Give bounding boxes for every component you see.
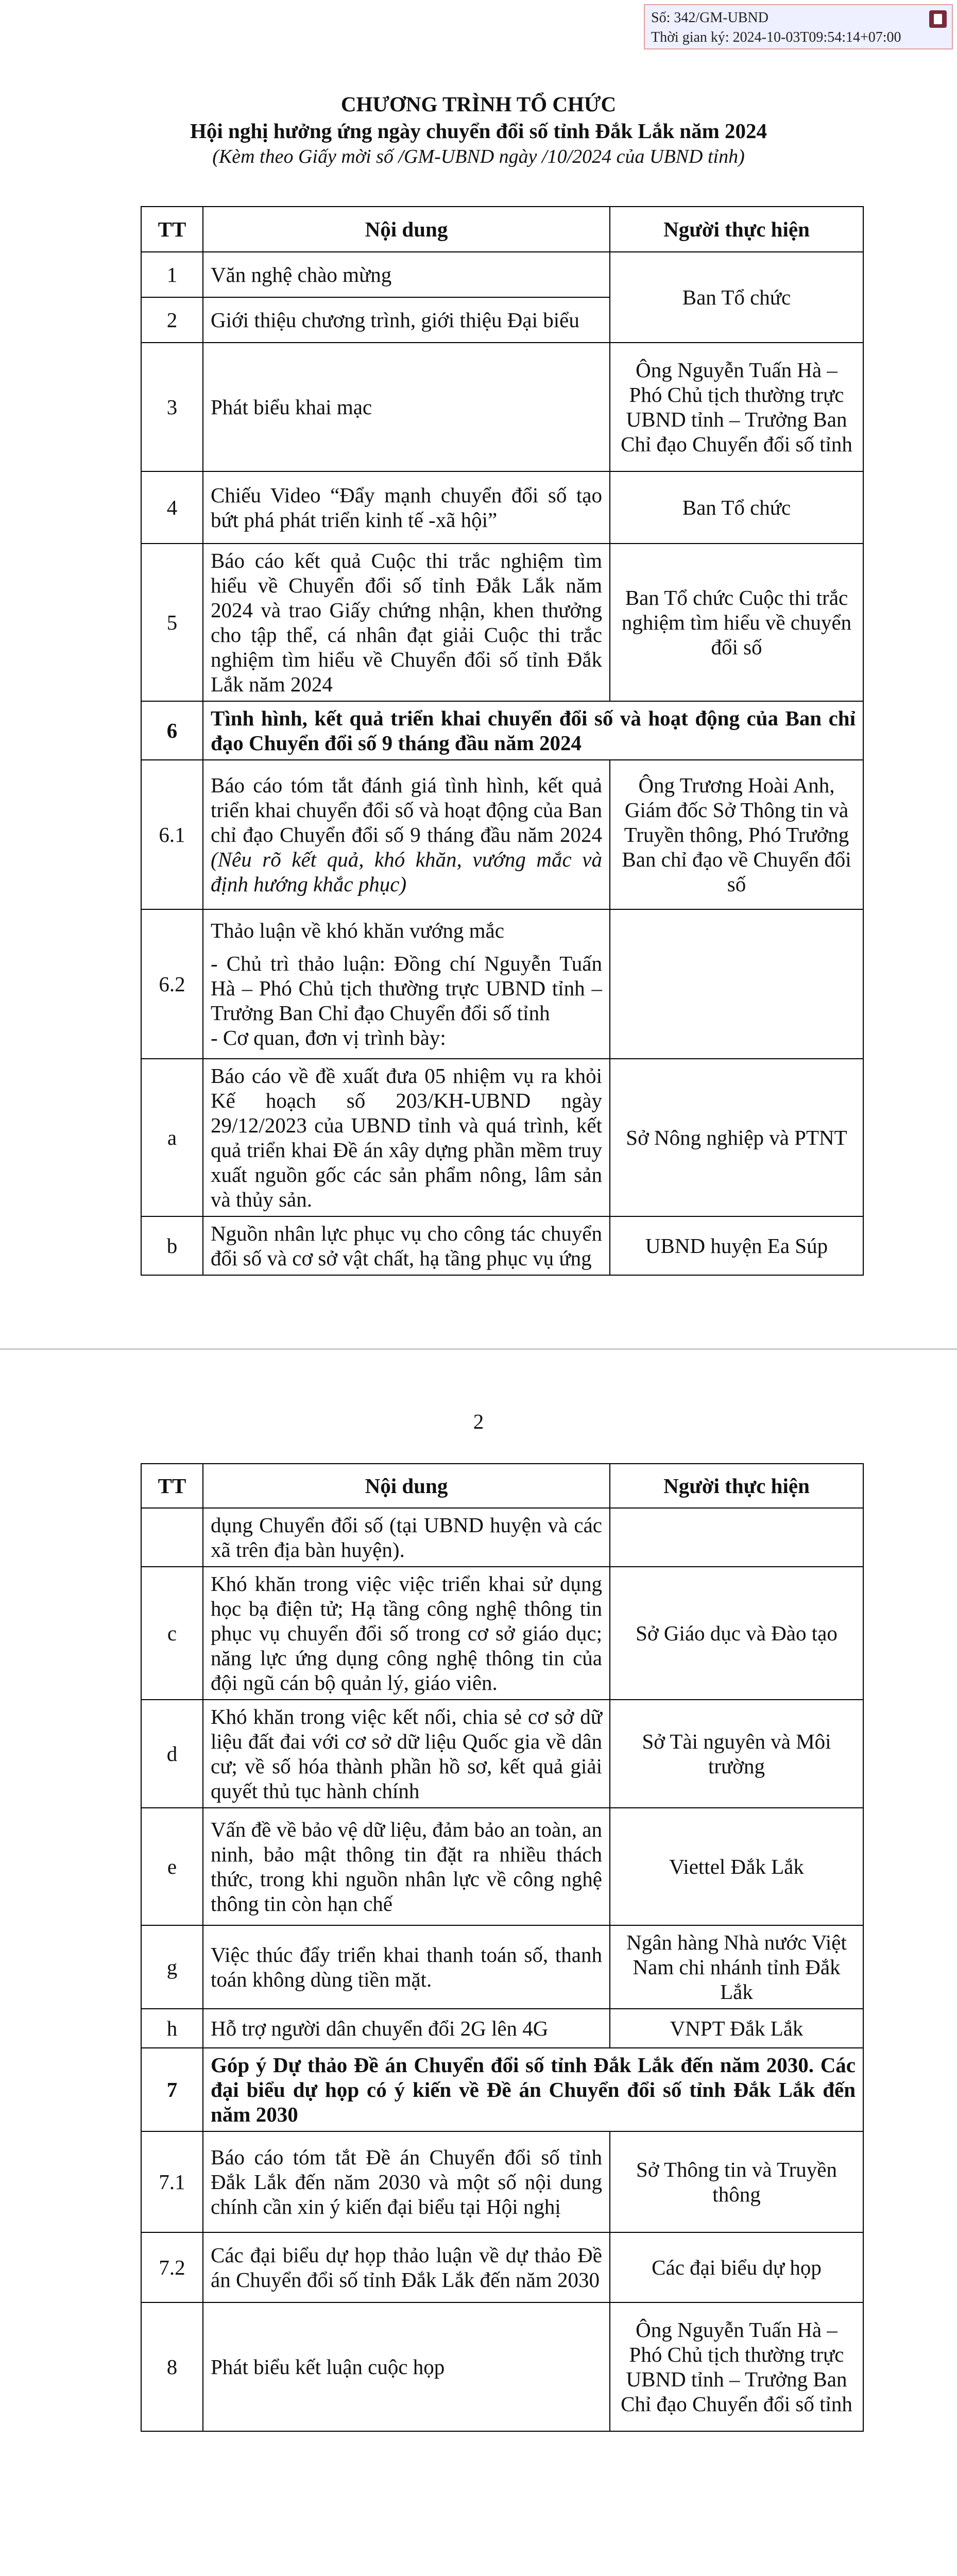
row-content: Việc thúc đẩy triển khai thanh toán số, thanh toán không dùng tiền mặt. [203,1925,610,2009]
table-row [141,1567,863,1700]
row-content: Báo cáo về đề xuất đưa 05 nhiệm vụ ra khỏi Kế hoạch số 203/KH-UBND ngày 29/12/2023 của UBND tỉnh và quá trình, kết quả triển khai Đề án xây dựng phần mềm truy xuất nguồn gốc các sản phẩm nông, lâm sản và thủy sản. [203,1059,610,1216]
row-performer: Ban Tổ chức [610,252,863,343]
header-tt: TT [141,207,203,252]
row-content: Phát biểu khai mạc [203,343,610,471]
row-tt [141,1508,203,1567]
row-content: Các đại biểu dự họp thảo luận về dự thảo Đề án Chuyển đổi số tỉnh Đắk Lắk đến năm 2030 [203,2232,610,2302]
row-content-italic: (Nêu rõ kết quả, khó khăn, vướng mắc và định hướng khắc phục) [211,848,602,896]
row-performer: Ban Tổ chức Cuộc thi trắc nghiệm tìm hiểu về chuyển đổi số [610,544,863,701]
row-tt: 7.1 [141,2131,203,2232]
table-row [141,471,863,544]
table-row [141,1808,863,1925]
row-tt: 2 [141,297,203,343]
row-performer: Sở Nông nghiệp và PTNT [610,1059,863,1216]
row-tt: 4 [141,471,203,544]
table-row [141,2009,863,2048]
row-tt: c [141,1567,203,1700]
row-content: Hỗ trợ người dân chuyển đổi 2G lên 4G [203,2009,610,2048]
row-content: Khó khăn trong việc kết nối, chia sẻ cơ sở dữ liệu đất đai với cơ sở dữ liệu Quốc gia về dân cư; về số hóa thành phần hồ sơ, kết quả giải quyết thủ tục hành chính [203,1700,610,1808]
document-subtitle: Hội nghị hưởng ứng ngày chuyển đổi số tỉnh Đắk Lắk năm 2024 [190,119,767,143]
row-performer: Ban Tổ chức [610,471,863,544]
stamp-time: Thời gian ký: 2024-10-03T09:54:14+07:00 [651,29,901,45]
row-content-line: - Cơ quan, đơn vị trình bày: [211,1026,446,1049]
table-row [141,909,863,1059]
program-table-continued [141,1463,864,2432]
document-note: (Kèm theo Giấy mời số /GM-UBND ngày /10/2024 của UBND tỉnh) [212,146,745,167]
row-content [203,909,610,1059]
table-row [141,2131,863,2232]
table-row [141,1700,863,1808]
row-tt: 8 [141,2302,203,2431]
table-row [141,343,863,471]
row-content [203,760,610,909]
row-performer: Sở Giáo dục và Đào tạo [610,1567,863,1700]
row-performer [610,1508,863,1567]
row-tt: 1 [141,252,203,297]
row-tt: d [141,1700,203,1808]
table-row [141,1059,863,1216]
row-performer: Ông Trương Hoài Anh, Giám đốc Sở Thông tin và Truyền thông, Phó Trưởng Ban chỉ đạo về Chuyển đổi số [610,760,863,909]
row-content: Văn nghệ chào mừng [203,252,610,297]
table-row [141,252,863,297]
stamp-number: Số: 342/GM-UBND [651,10,768,26]
row-tt: 7.2 [141,2232,203,2302]
row-content: Vấn đề về bảo vệ dữ liệu, đảm bảo an toàn, an ninh, bảo mật thông tin đặt ra nhiều thách thức, trong khi nguồn nhân lực về công nghệ thông tin còn hạn chế [203,1808,610,1925]
row-tt: 6.2 [141,909,203,1059]
table-section-row [141,2048,863,2131]
table-section-row [141,701,863,760]
row-content: Góp ý Dự thảo Đề án Chuyển đổi số tỉnh Đắk Lắk đến năm 2030. Các đại biểu dự họp có ý kiến về Đề án Chuyển đổi số tỉnh Đắk Lắk đến năm 2030 [203,2048,863,2131]
header-performer: Người thực hiện [610,1464,863,1508]
row-content: dụng Chuyển đổi số (tại UBND huyện và các xã trên địa bàn huyện). [203,1508,610,1567]
row-tt: 7 [141,2048,203,2131]
table-row [141,1508,863,1567]
table-row [141,760,863,909]
table-row [141,1216,863,1275]
row-content-line: - Chủ trì thảo luận: Đồng chí Nguyễn Tuấn Hà – Phó Chủ tịch thường trực UBND tỉnh – Trưởng Ban Chỉ đạo Chuyển đổi số tỉnh [211,952,602,1025]
row-content: Chiếu Video “Đẩy mạnh chuyển đổi số tạo bứt phá phát triển kinh tế -xã hội” [203,471,610,544]
row-content-text: Báo cáo tóm tắt đánh giá tình hình, kết quả triển khai chuyển đổi số và hoạt động của Ban chỉ đạo Chuyển đổi số 9 tháng đầu năm 2024 [211,773,602,846]
row-performer: Ông Nguyễn Tuấn Hà – Phó Chủ tịch thường trực UBND tỉnh – Trưởng Ban Chỉ đạo Chuyển đổi số tỉnh [610,2302,863,2431]
row-performer: VNPT Đắk Lắk [610,2009,863,2048]
table-row [141,2302,863,2431]
document-title: CHƯƠNG TRÌNH TỔ CHỨC [340,92,617,116]
header-tt: TT [141,1464,203,1508]
row-content: Tình hình, kết quả triển khai chuyển đổi số và hoạt động của Ban chỉ đạo Chuyển đổi số 9 tháng đầu năm 2024 [203,701,863,760]
row-performer: UBND huyện Ea Súp [610,1216,863,1275]
row-content: Báo cáo tóm tắt Đề án Chuyển đổi số tỉnh Đắk Lắk đến năm 2030 và một số nội dung chính cần xin ý kiến đại biểu tại Hội nghị [203,2131,610,2232]
row-performer: Sở Tài nguyên và Môi trường [610,1700,863,1808]
row-content: Khó khăn trong việc việc triển khai sử dụng học bạ điện tử; Hạ tầng công nghệ thông tin phục vụ chuyển đổi số trong cơ sở giáo dục; năng lực ứng dụng công nghệ thông tin của đội ngũ cán bộ quản lý, giáo viên. [203,1567,610,1700]
page-number: 2 [473,1410,484,1433]
row-content: Nguồn nhân lực phục vụ cho công tác chuyển đổi số và cơ sở vật chất, hạ tầng phục vụ ứng [203,1216,610,1275]
table-row [141,2232,863,2302]
row-tt: 3 [141,343,203,471]
header-performer: Người thực hiện [610,207,863,252]
row-tt: b [141,1216,203,1275]
table-row [141,1925,863,2009]
row-performer: Viettel Đắk Lắk [610,1808,863,1925]
row-content: Báo cáo kết quả Cuộc thi trắc nghiệm tìm hiểu về Chuyển đổi số tỉnh Đắk Lắk năm 2024 và trao Giấy chứng nhận, khen thưởng cho tập thể, cá nhân đạt giải Cuộc thi trắc nghiệm tìm hiểu về Chuyển đổi số tỉnh Đắk Lắk năm 2024 [203,544,610,701]
table-header-row [141,1464,863,1508]
row-content: Phát biểu kết luận cuộc họp [203,2302,610,2431]
row-tt: e [141,1808,203,1925]
program-table [141,206,864,1276]
row-tt: a [141,1059,203,1216]
row-performer: Ông Nguyễn Tuấn Hà – Phó Chủ tịch thường trực UBND tỉnh – Trưởng Ban Chỉ đạo Chuyển đổi số tỉnh [610,343,863,471]
row-tt: 6.1 [141,760,203,909]
row-performer: Sở Thông tin và Truyền thông [610,2131,863,2232]
signature-stamp [644,4,953,49]
table-row [141,544,863,701]
row-tt: g [141,1925,203,2009]
row-performer [610,909,863,1059]
row-performer: Ngân hàng Nhà nước Việt Nam chi nhánh tỉnh Đắk Lắk [610,1925,863,2009]
row-performer: Các đại biểu dự họp [610,2232,863,2302]
bookmark-icon[interactable] [929,10,947,28]
row-tt: 6 [141,701,203,760]
row-tt: 5 [141,544,203,701]
table-header-row [141,207,863,252]
row-content: Giới thiệu chương trình, giới thiệu Đại biểu [203,297,610,343]
document-page-2 [0,1350,957,2576]
row-tt: h [141,2009,203,2048]
header-content: Nội dung [203,1464,610,1508]
row-content-line: Thảo luận về khó khăn vướng mắc [211,919,504,942]
header-content: Nội dung [203,207,610,252]
